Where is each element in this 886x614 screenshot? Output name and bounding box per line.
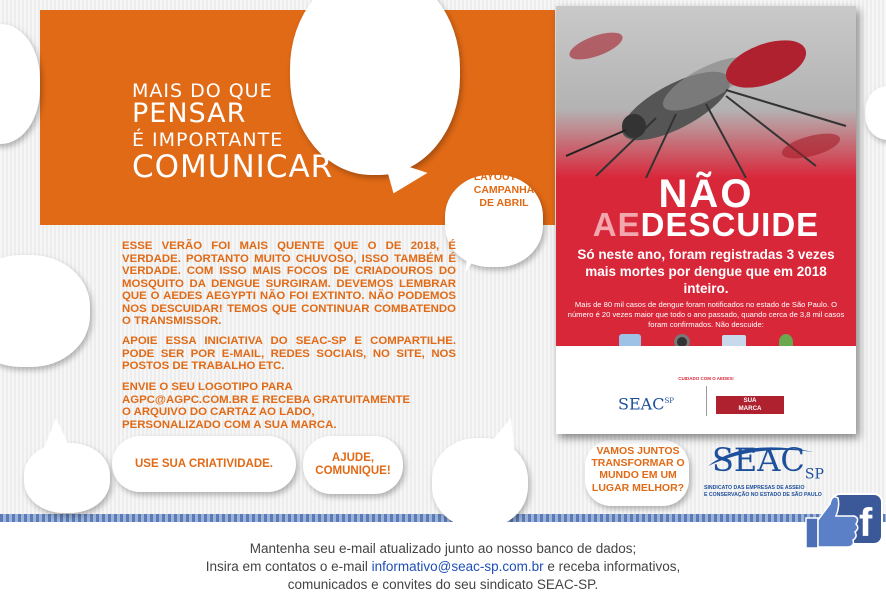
poster-detail: Mais de 80 mil casos de dengue foram notificados no estado de São Paulo. O número é 20 vezes maior que todo o ano passado, quando cerca de 3,8 mil casos foram confirmados. Não descuide: [567,300,845,329]
footer-line-2 [0,558,886,576]
poster-seac-mini-suffix: SP [664,397,674,405]
poster-title-des: DES [640,206,712,243]
seac-tagline-2: E CONSERVAÇÃO NO ESTADO DE SÃO PAULO [704,492,822,498]
poster-footer [556,346,856,434]
your-brand-line1: SUA [743,397,757,404]
speech-bubble-tail-3 [44,418,70,448]
speech-bubble-left-1 [0,24,40,144]
body-paragraph-2: APOIE ESSA INICIATIVA DO SEAC-SP E COMPARTILHE. PODE SER POR E-MAIL, REDES SOCIAIS, NO SITE, NOS POSTOS DE TRABALHO ETC. [122,335,456,372]
poster-divider [706,386,707,416]
agpc-email-link[interactable]: AGPC@AGPC.COM.BR [122,393,249,406]
headline-line3: É IMPORTANTE [132,129,284,151]
help-callout-line2: COMUNIQUE! [315,465,391,477]
poster-seac-mini-logo [618,388,688,414]
your-brand-line2: MARCA [738,405,762,412]
footer-email-link[interactable]: informativo@seac-sp.com.br [371,559,544,574]
poster-title-cuide: CUIDE [711,206,820,243]
seac-logo-name: SEAC [712,441,805,479]
body-paragraph-3 [122,381,412,431]
speech-bubble-center-bottom [432,438,528,522]
speech-bubble-right-edge [865,86,886,140]
footer-line-2-suffix: e receba informativos, [543,559,681,574]
poster-subtitle: Só neste ano, foram registradas 3 vezes mais mortes por dengue que em 2018 inteiro. [577,247,835,296]
footer-line-1: Mantenha seu e-mail atualizado junto ao nosso banco de dados; [249,541,637,556]
creativity-callout: USE SUA CRIATIVIDADE. [134,458,273,470]
body-paragraph-3-prefix: ENVIE O SEU LOGOTIPO PARA [122,381,293,393]
seac-tagline-1: SINDICATO DAS EMPRESAS DE ASSEIO [704,485,805,491]
mosquito-icon [556,6,856,178]
body-paragraph-3-suffix: E RECEBA GRATUITAMENTE O ARQUIVO DO CARTAZ AO LADO, PERSONALIZADO COM A SUA MARCA. [122,393,411,431]
your-brand-box [716,396,784,414]
mosquito-photo [556,6,856,178]
campaign-poster [556,6,856,434]
footer-line-2-prefix: Insira em contatos o e-mail [205,559,372,574]
speech-bubble-left-3 [24,443,110,513]
svg-text:f: f [859,501,873,545]
poster-title-ae: AE [592,206,641,243]
bottom-stripe [0,514,886,522]
body-paragraph-1: ESSE VERÃO FOI MAIS QUENTE QUE O DE 2018, É VERDADE. PORTANTO MUITO CHUVOSO, ISSO TAMBÉM É VERDADE. COM ISSO MAIS FOCOS DE CRIADOUROS DO MOSQUITO DA DENGUE SURGIRAM. DEVEMOS LEMBRAR QUE O AEDES AEGYPTI NÃO FOI EXTINTO. NÃO PODEMOS NOS DESCUIDAR! TEMOS QUE CONTINUAR COMBATENDO O TRANSMISSOR. [122,240,456,327]
help-callout-line1: AJUDE, [331,452,375,464]
headline-line1: MAIS DO QUE [132,80,273,102]
together-callout: VAMOS JUNTOS TRANSFORMAR O MUNDO EM UM LUGAR MELHOR? [591,445,685,494]
newsletter-footer [0,540,886,610]
poster-seac-mini-name: SEAC [618,394,665,414]
layout-label: LAYOUT DA CAMPANHA DE ABRIL [473,171,535,209]
poster-care-label: CUIDADO COM O AEDES! [678,376,734,381]
poster-title-aedescuide [556,206,856,244]
poster-title-nao: NÃO [658,172,754,216]
speech-bubble-left-2 [0,255,90,367]
footer-line-3: comunicados e convites do seu sindicato SEAC-SP. [287,577,599,592]
seac-logo-suffix: SP [804,466,824,483]
headline-line2: PENSAR [132,98,247,129]
headline-line4: COMUNICAR [132,149,334,185]
